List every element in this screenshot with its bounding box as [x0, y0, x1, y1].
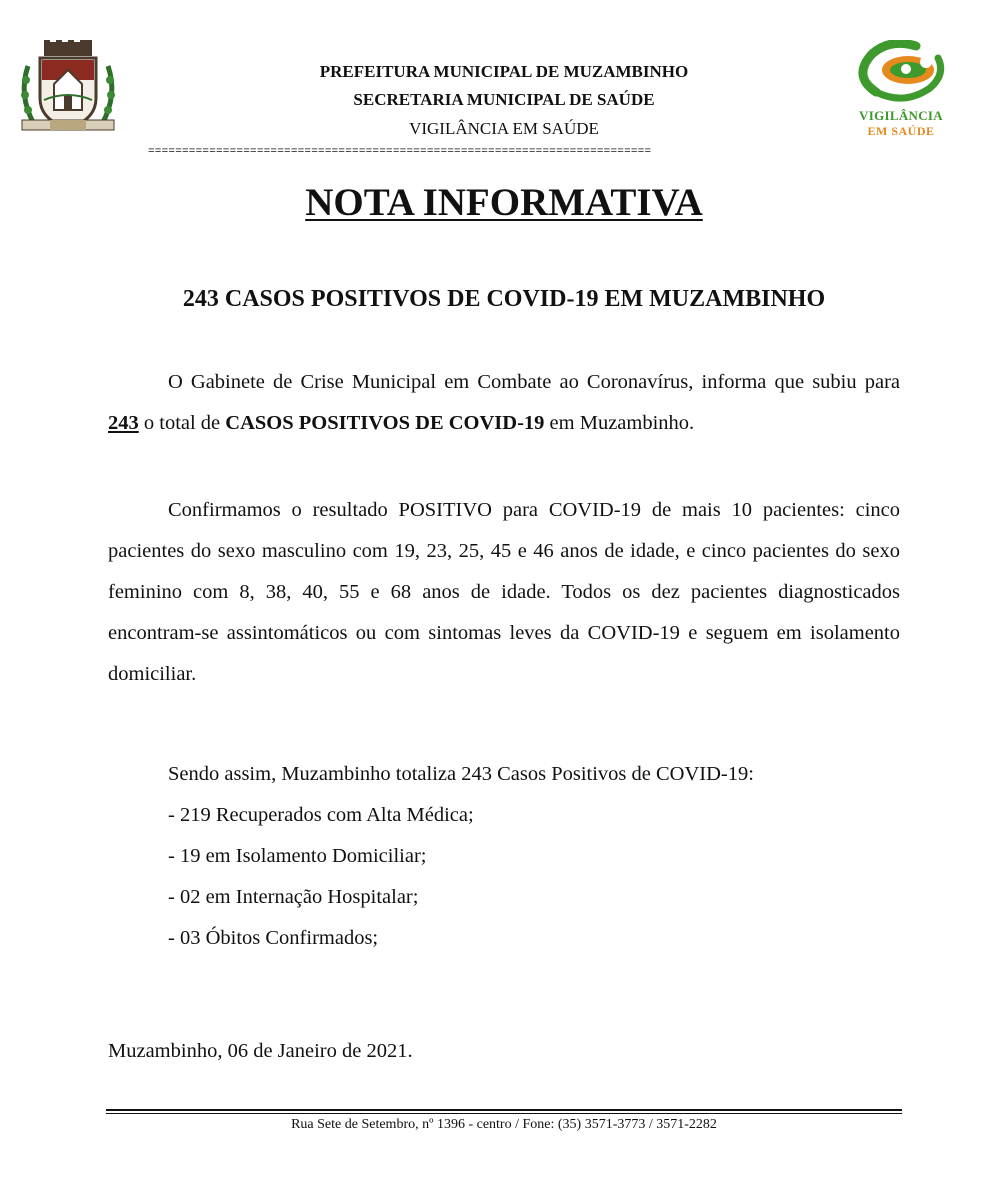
em-saude-logo-text: EM SAÚDE	[867, 124, 935, 138]
summary-intro: Sendo assim, Muzambinho totaliza 243 Casos Positivos de COVID-19:	[168, 763, 754, 785]
summary-item-deaths: - 03 Óbitos Confirmados;	[168, 927, 379, 949]
footer-address: Rua Sete de Setembro, nº 1396 - centro / Fone: (35) 3571-3773 / 3571-2282	[291, 1117, 717, 1132]
document-header	[0, 0, 1008, 170]
header-vigilancia: VIGILÂNCIA EM SAÚDE	[409, 119, 599, 138]
header-secretaria: SECRETARIA MUNICIPAL DE SAÚDE	[353, 90, 655, 109]
total-cases-highlight: 243	[108, 412, 139, 434]
paragraph-2-text: Confirmamos o resultado POSITIVO para COVID-19 de mais 10 pacientes: cinco pacientes do sexo masculino com 19, 23, 25, 45 e 46 anos de idade, e cinco pacientes do sexo feminino com 8, 38, 40, 55 e 68 anos de idade. Todos os dez pacientes diagnosticados encontram-se assintomáticos ou com sintomas leves da COVID-19 e seguem em isolamento domiciliar.	[108, 499, 900, 685]
vigilancia-swirl-icon	[846, 40, 956, 106]
summary-item-hospitalized: - 02 em Internação Hospitalar;	[168, 886, 419, 908]
footer-rule-thick	[106, 1109, 902, 1111]
paragraph-1-part3: em Muzambinho.	[544, 412, 695, 434]
vigilancia-logo	[846, 40, 956, 140]
header-prefeitura: PREFEITURA MUNICIPAL DE MUZAMBINHO	[319, 62, 689, 81]
summary-item-isolation: - 19 em Isolamento Domiciliar;	[168, 845, 427, 867]
date-line: Muzambinho, 06 de Janeiro de 2021.	[108, 1040, 413, 1062]
header-separator: ==========================================================================	[148, 146, 652, 158]
case-summary	[168, 754, 754, 959]
paragraph-2	[108, 490, 900, 695]
paragraph-1-part2: o total de	[138, 412, 226, 434]
document-title	[0, 180, 1008, 225]
footer-rule-thin	[106, 1113, 902, 1114]
document-subtitle: 243 CASOS POSITIVOS DE COVID-19 EM MUZAMBINHO	[182, 286, 826, 312]
vigilancia-logo-text: VIGILÂNCIA	[859, 108, 943, 123]
paragraph-1	[108, 362, 900, 444]
summary-item-recovered: - 219 Recuperados com Alta Médica;	[168, 804, 474, 826]
title-text: NOTA INFORMATIVA	[305, 181, 703, 224]
positive-cases-phrase: CASOS POSITIVOS DE COVID-19	[225, 412, 545, 434]
paragraph-1-part1: O Gabinete de Crise Municipal em Combate ao Coronavírus, informa que subiu para	[168, 371, 900, 393]
